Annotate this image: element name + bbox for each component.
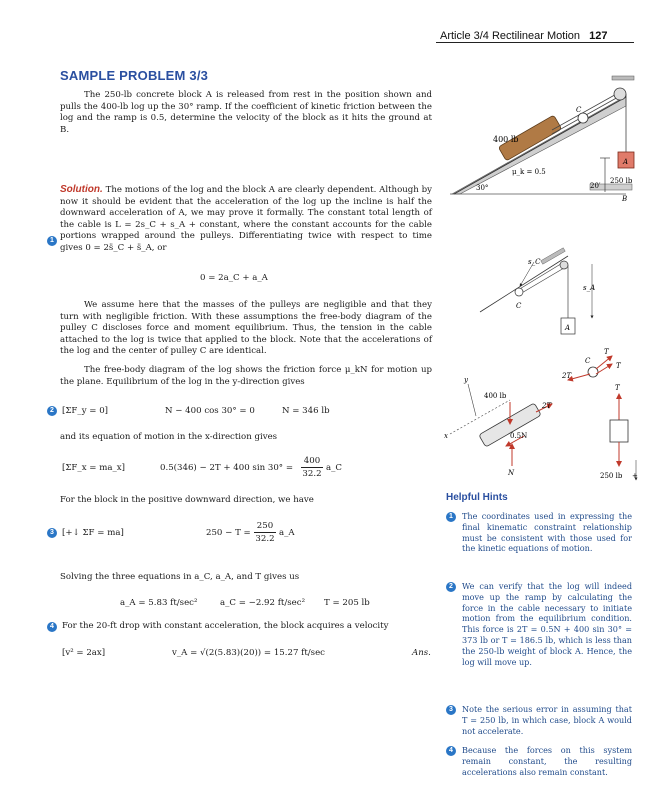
header-rule xyxy=(436,42,634,43)
helpful-hints-title: Helpful Hints xyxy=(446,492,508,503)
fig4-weight: 400 lb xyxy=(484,392,507,400)
result-aC: a_C = −2.92 ft/sec² xyxy=(220,598,306,608)
fig2-label-a: A xyxy=(565,324,571,332)
fig4-axis-y: y xyxy=(464,376,468,384)
hint-3: Note the serious error in assuming that T = 250 lb, in which case, block A would not accelerate. xyxy=(462,704,632,736)
result-aA: a_A = 5.83 ft/sec² xyxy=(120,598,198,608)
fig3-t-upper: T xyxy=(604,348,609,356)
eq2-tag: [ΣF_x = ma_x] xyxy=(62,463,125,473)
eq1-body: N − 400 cos 30° = 0 xyxy=(165,406,255,416)
fig4-friction: 0.5N xyxy=(510,432,528,440)
eq3-denominator: 32.2 xyxy=(255,534,275,544)
equation-constraint: 0 = 2a_C + a_A xyxy=(200,273,268,283)
sample-problem-title: SAMPLE PROBLEM 3/3 xyxy=(60,68,209,83)
fig3-label-c: C xyxy=(585,357,591,365)
fig2-label-c: C xyxy=(516,302,522,310)
fig5-plus: + xyxy=(632,472,638,480)
solution-paragraph-4: and its equation of motion in the x-direction gives xyxy=(60,432,278,442)
fig1-angle: 30° xyxy=(476,184,489,192)
fig1-block-weight: 250 lb xyxy=(610,177,633,185)
hint-marker-4: 4 xyxy=(47,622,57,632)
eq3-tag: [+↓ ΣF = ma] xyxy=(62,528,124,538)
hint-4-marker: 4 xyxy=(446,746,456,756)
hint-4: Because the forces on this system remain constant, the resulting accelerations also remain constant. xyxy=(462,745,632,777)
article-title: Article 3/4 Rectilinear Motion xyxy=(440,30,581,42)
eq3-body: 250 − T = xyxy=(206,528,251,538)
fig1-drop: 20′ xyxy=(590,182,601,190)
fig3-t-lower: T xyxy=(616,362,621,370)
fig2-label-sc: s_C xyxy=(528,258,541,266)
fig4-normal: N xyxy=(508,469,515,477)
solution-paragraph-5: For the block in the positive downward direction, we have xyxy=(60,495,314,505)
figures-panel xyxy=(440,72,640,492)
solution-paragraph-2: We assume here that the masses of the pulleys are negligible and that they turn with negligible friction. With these assumptions the free-body diagram of the pulley C discloses force and moment equilibrium. Thus, the tension in the cable attached to the log is twice that applied to the block. Note that the accelerations of the log and the center of pulley C are identical. xyxy=(60,300,432,357)
figure-ramp-system xyxy=(450,76,634,203)
hint-2: We can verify that the log will indeed move up the ramp by calculating the force in the cable necessary to initiate motion from the equilibrium condition. This force is 2T = 0.5N + 400 sin 30° = 373 lb or T = 186.5 lb, which is less than the 250-lb weight of block A. Hence, the log will move up. xyxy=(462,581,632,667)
eq1-result: N = 346 lb xyxy=(282,406,330,416)
eq2-numerator: 400 xyxy=(303,456,321,466)
eq4-tag: [v² = 2ax] xyxy=(62,648,106,658)
solution-paragraph-3: The free-body diagram of the log shows the friction force μ_kN for motion up the plane. Equilibrium of the log in the y-direction gives xyxy=(60,365,432,387)
fig1-label-b: B xyxy=(622,195,628,203)
eq2-body: 0.5(346) − 2T + 400 sin 30° = xyxy=(160,463,294,473)
solution-paragraph-1 xyxy=(60,184,432,255)
figure-kinematics xyxy=(480,248,595,334)
hint-marker-2: 2 xyxy=(47,406,57,416)
solution-paragraph-6: Solving the three equations in a_C, a_A, and T gives us xyxy=(60,572,300,582)
eq3-fraction-bar xyxy=(254,532,276,533)
fig5-tension: T xyxy=(615,384,620,392)
running-header xyxy=(440,30,607,42)
hint-1-marker: 1 xyxy=(446,512,456,522)
fig2-label-sa: s_A xyxy=(583,284,596,292)
pulley-c xyxy=(578,113,588,123)
eq1-tag: [ΣF_y = 0] xyxy=(62,406,109,416)
hint-1: The coordinates used in expressing the final kinematic constraint relationship must be consistent with those used for the kinetic equations of motion. xyxy=(462,511,632,554)
fig3-two-t: 2T xyxy=(562,372,572,380)
fig1-friction: μ_k = 0.5 xyxy=(512,168,546,176)
eq3-numerator: 250 xyxy=(256,521,274,531)
hint-marker-3: 3 xyxy=(47,528,57,538)
fig5-weight: 250 lb xyxy=(600,472,623,480)
pulley-top xyxy=(614,88,626,100)
eq2-end: a_C xyxy=(326,463,342,473)
figure-log-fbd xyxy=(444,376,552,477)
eq2-denominator: 32.2 xyxy=(302,469,322,479)
hint-3-marker: 3 xyxy=(446,705,456,715)
fig1-log-weight: 400 lb xyxy=(493,135,519,144)
page-number: 127 xyxy=(589,30,608,42)
solution-paragraph-7: For the 20-ft drop with constant acceleration, the block acquires a velocity xyxy=(62,621,389,631)
solution-label: Solution. xyxy=(60,184,103,195)
fig1-label-c: C xyxy=(576,106,582,114)
eq4-body: v_A = √(2(5.83)(20)) = 15.27 ft/sec xyxy=(172,648,325,658)
figure-block-fbd xyxy=(600,384,638,480)
hint-2-marker: 2 xyxy=(446,582,456,592)
eq2-fraction-bar xyxy=(301,467,323,468)
solution-text-1: The motions of the log and the block A are clearly dependent. Although by now it should be evident that the acceleration of the log up the incline is half the downward acceleration of A, we may prove it formally. The constant total length of the cable is L = 2s_C + s_A + constant, where the constant accounts for the cable portions wrapped around the pulleys. Differentiating twice with respect to time gives 0 = 2s̈_C + s̈_A, or xyxy=(60,185,433,253)
result-T: T = 205 lb xyxy=(324,598,370,608)
fig4-axis-x: x xyxy=(444,432,448,440)
figure-pulley-fbd xyxy=(561,348,622,380)
fig1-label-a: A xyxy=(623,158,629,166)
problem-statement: The 250-lb concrete block A is released from rest in the position shown and pulls the 400-lb log up the 30° ramp. If the coefficient of kinetic friction between the log and the ramp is 0.5, determine the velocity of the block as it hits the ground at B. xyxy=(60,90,432,135)
answer-label: Ans. xyxy=(412,648,431,658)
hint-marker-1: 1 xyxy=(47,236,57,246)
eq3-end: a_A xyxy=(279,528,295,538)
fig4-two-t: 2T xyxy=(542,402,552,410)
